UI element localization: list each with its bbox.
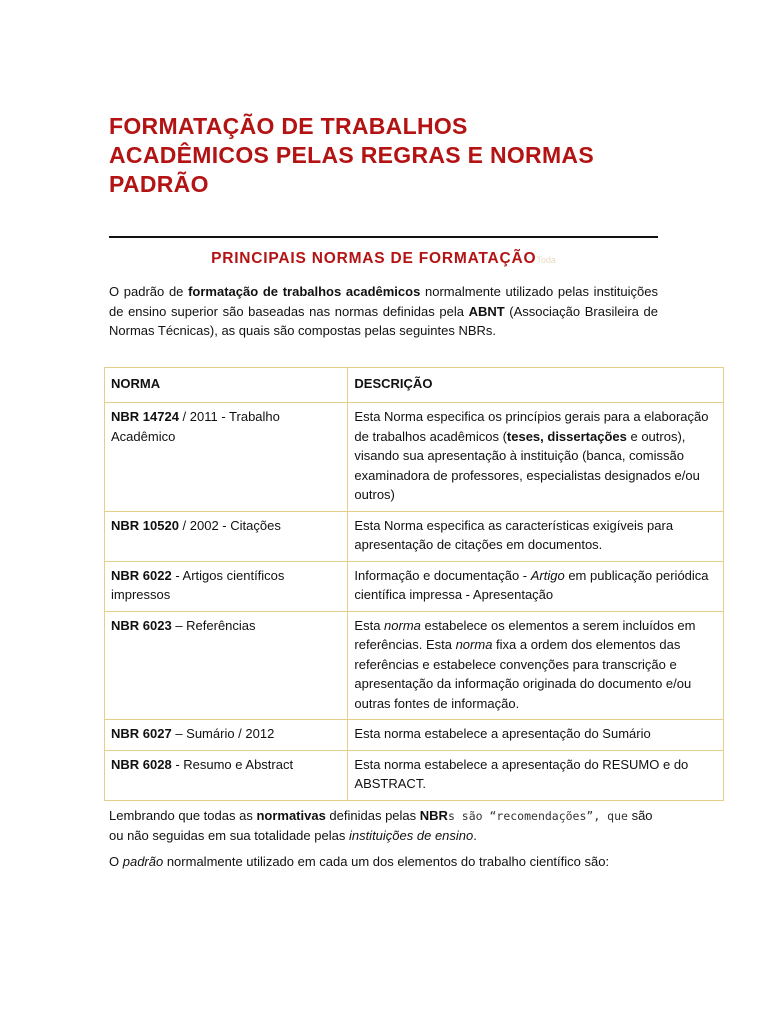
descricao-cell [348,750,724,800]
note-mono-text: s são “recomendações”, que [447,809,628,823]
intro-paragraph [109,282,658,341]
section-heading-text: PRINCIPAIS NORMAS DE FORMATAÇÃO [211,250,537,267]
header-cell-descricao [348,368,724,403]
closing-italic-text: padrão [122,854,164,869]
header-cell-norma [105,368,348,403]
norma-name: / 2002 - Citações [178,517,281,533]
descricao-text: fixa a ordem dos elementos das referências e estabelece convenções para transcrição e apresentação da informação originada do documento e/ou outras fontes de informação. [354,637,692,711]
horizontal-rule [109,236,658,238]
descricao-text: estabelece os elementos a serem incluídos em referências. Esta [354,617,696,652]
norma-name: / 2011 - Trabalho Acadêmico [111,409,280,444]
note-text: são ou não seguidas em sua totalidade pelas [109,808,653,843]
descricao-text: Esta norma estabelece a apresentação do RESUMO e do ABSTRACT. [354,756,689,791]
title-line-1: FORMATAÇÃO DE TRABALHOS [109,113,468,139]
closing-text: O [109,854,123,869]
descricao-bold-text: teses, dissertações [506,428,627,444]
table-row [105,750,724,800]
descricao-italic-text: Artigo [530,567,565,583]
norma-cell [105,750,348,800]
intro-text: (Associação Brasileira de Normas Técnicas), as quais são compostas pelas seguintes NBRs. [109,303,658,338]
note-bold-text: NBR [419,808,448,823]
intro-bold-text: ABNT [468,303,505,319]
norma-name: - Resumo e Abstract [171,756,294,772]
norma-name: - Artigos científicos impressos [111,567,285,602]
note-italic-text: instituições de ensino [348,828,474,843]
descricao-cell [348,720,724,751]
norma-name: – Sumário / 2012 [171,726,275,741]
norma-code: NBR 6022 [111,567,172,583]
descricao-text: Esta Norma especifica as características exigíveis para apresentação de citações em documentos. [354,517,674,552]
norma-code: NBR 14724 [111,409,179,424]
descricao-text: Informação e documentação - [354,567,531,583]
table-row [105,403,724,512]
norma-cell [105,561,348,611]
note-text: Lembrando que todas as [109,808,257,823]
table-row [105,511,724,561]
note-bold-text: normativas [256,808,326,823]
table-row [105,561,724,611]
descricao-cell [348,561,724,611]
descricao-text: Esta Norma especifica os princípios gerais para a elaboração de trabalhos acadêmicos ( [354,409,709,444]
title-line-2: ACADÊMICOS PELAS REGRAS E NORMAS [109,142,594,168]
intro-text: normalmente utilizado pelas instituições de ensino superior são baseadas nas normas definidas pela [109,284,658,319]
descricao-cell [348,511,724,561]
norma-cell [105,720,348,751]
descricao-text: Esta norma estabelece a apresentação do Sumário [354,726,651,741]
descricao-text: em publicação periódica científica impressa - Apresentação [354,567,709,602]
descricao-italic-text: norma [384,617,421,633]
norma-code: NBR 6027 [111,726,172,741]
norma-code: NBR 10520 [111,517,179,533]
descricao-text: Esta [354,617,385,633]
page-title [109,112,669,199]
title-line-3: PADRÃO [109,171,209,197]
table-row [105,611,724,720]
descricao-text: e outros), visando sua apresentação à instituição (banca, comissão examinadora de professores, especialistas designados e/ou outros) [354,428,700,502]
descricao-italic-text: norma [455,637,493,652]
section-heading [109,250,658,268]
norma-code: NBR 6028 [111,756,172,772]
header-descricao-label: DESCRIÇÃO [354,376,433,391]
closing-paragraph [109,852,669,871]
table-row [105,720,724,751]
norma-code: NBR 6023 [111,617,172,633]
norma-cell [105,511,348,561]
descricao-cell [348,403,724,512]
norma-cell [105,403,348,512]
norma-cell [105,611,348,720]
header-norma-label: NORMA [111,376,161,391]
descricao-cell [348,611,724,720]
table-header-row [105,368,724,403]
note-text: definidas pelas [325,808,420,823]
norms-table [104,367,724,801]
section-heading-faded-text: Toda [536,255,556,265]
closing-text: normalmente utilizado em cada um dos elementos do trabalho científico são: [163,854,610,869]
note-paragraph [109,806,658,845]
intro-bold-text: formatação de trabalhos acadêmicos [188,284,421,299]
intro-text: O padrão de [109,284,189,299]
note-text: . [473,828,477,843]
norma-name: – Referências [171,617,256,633]
